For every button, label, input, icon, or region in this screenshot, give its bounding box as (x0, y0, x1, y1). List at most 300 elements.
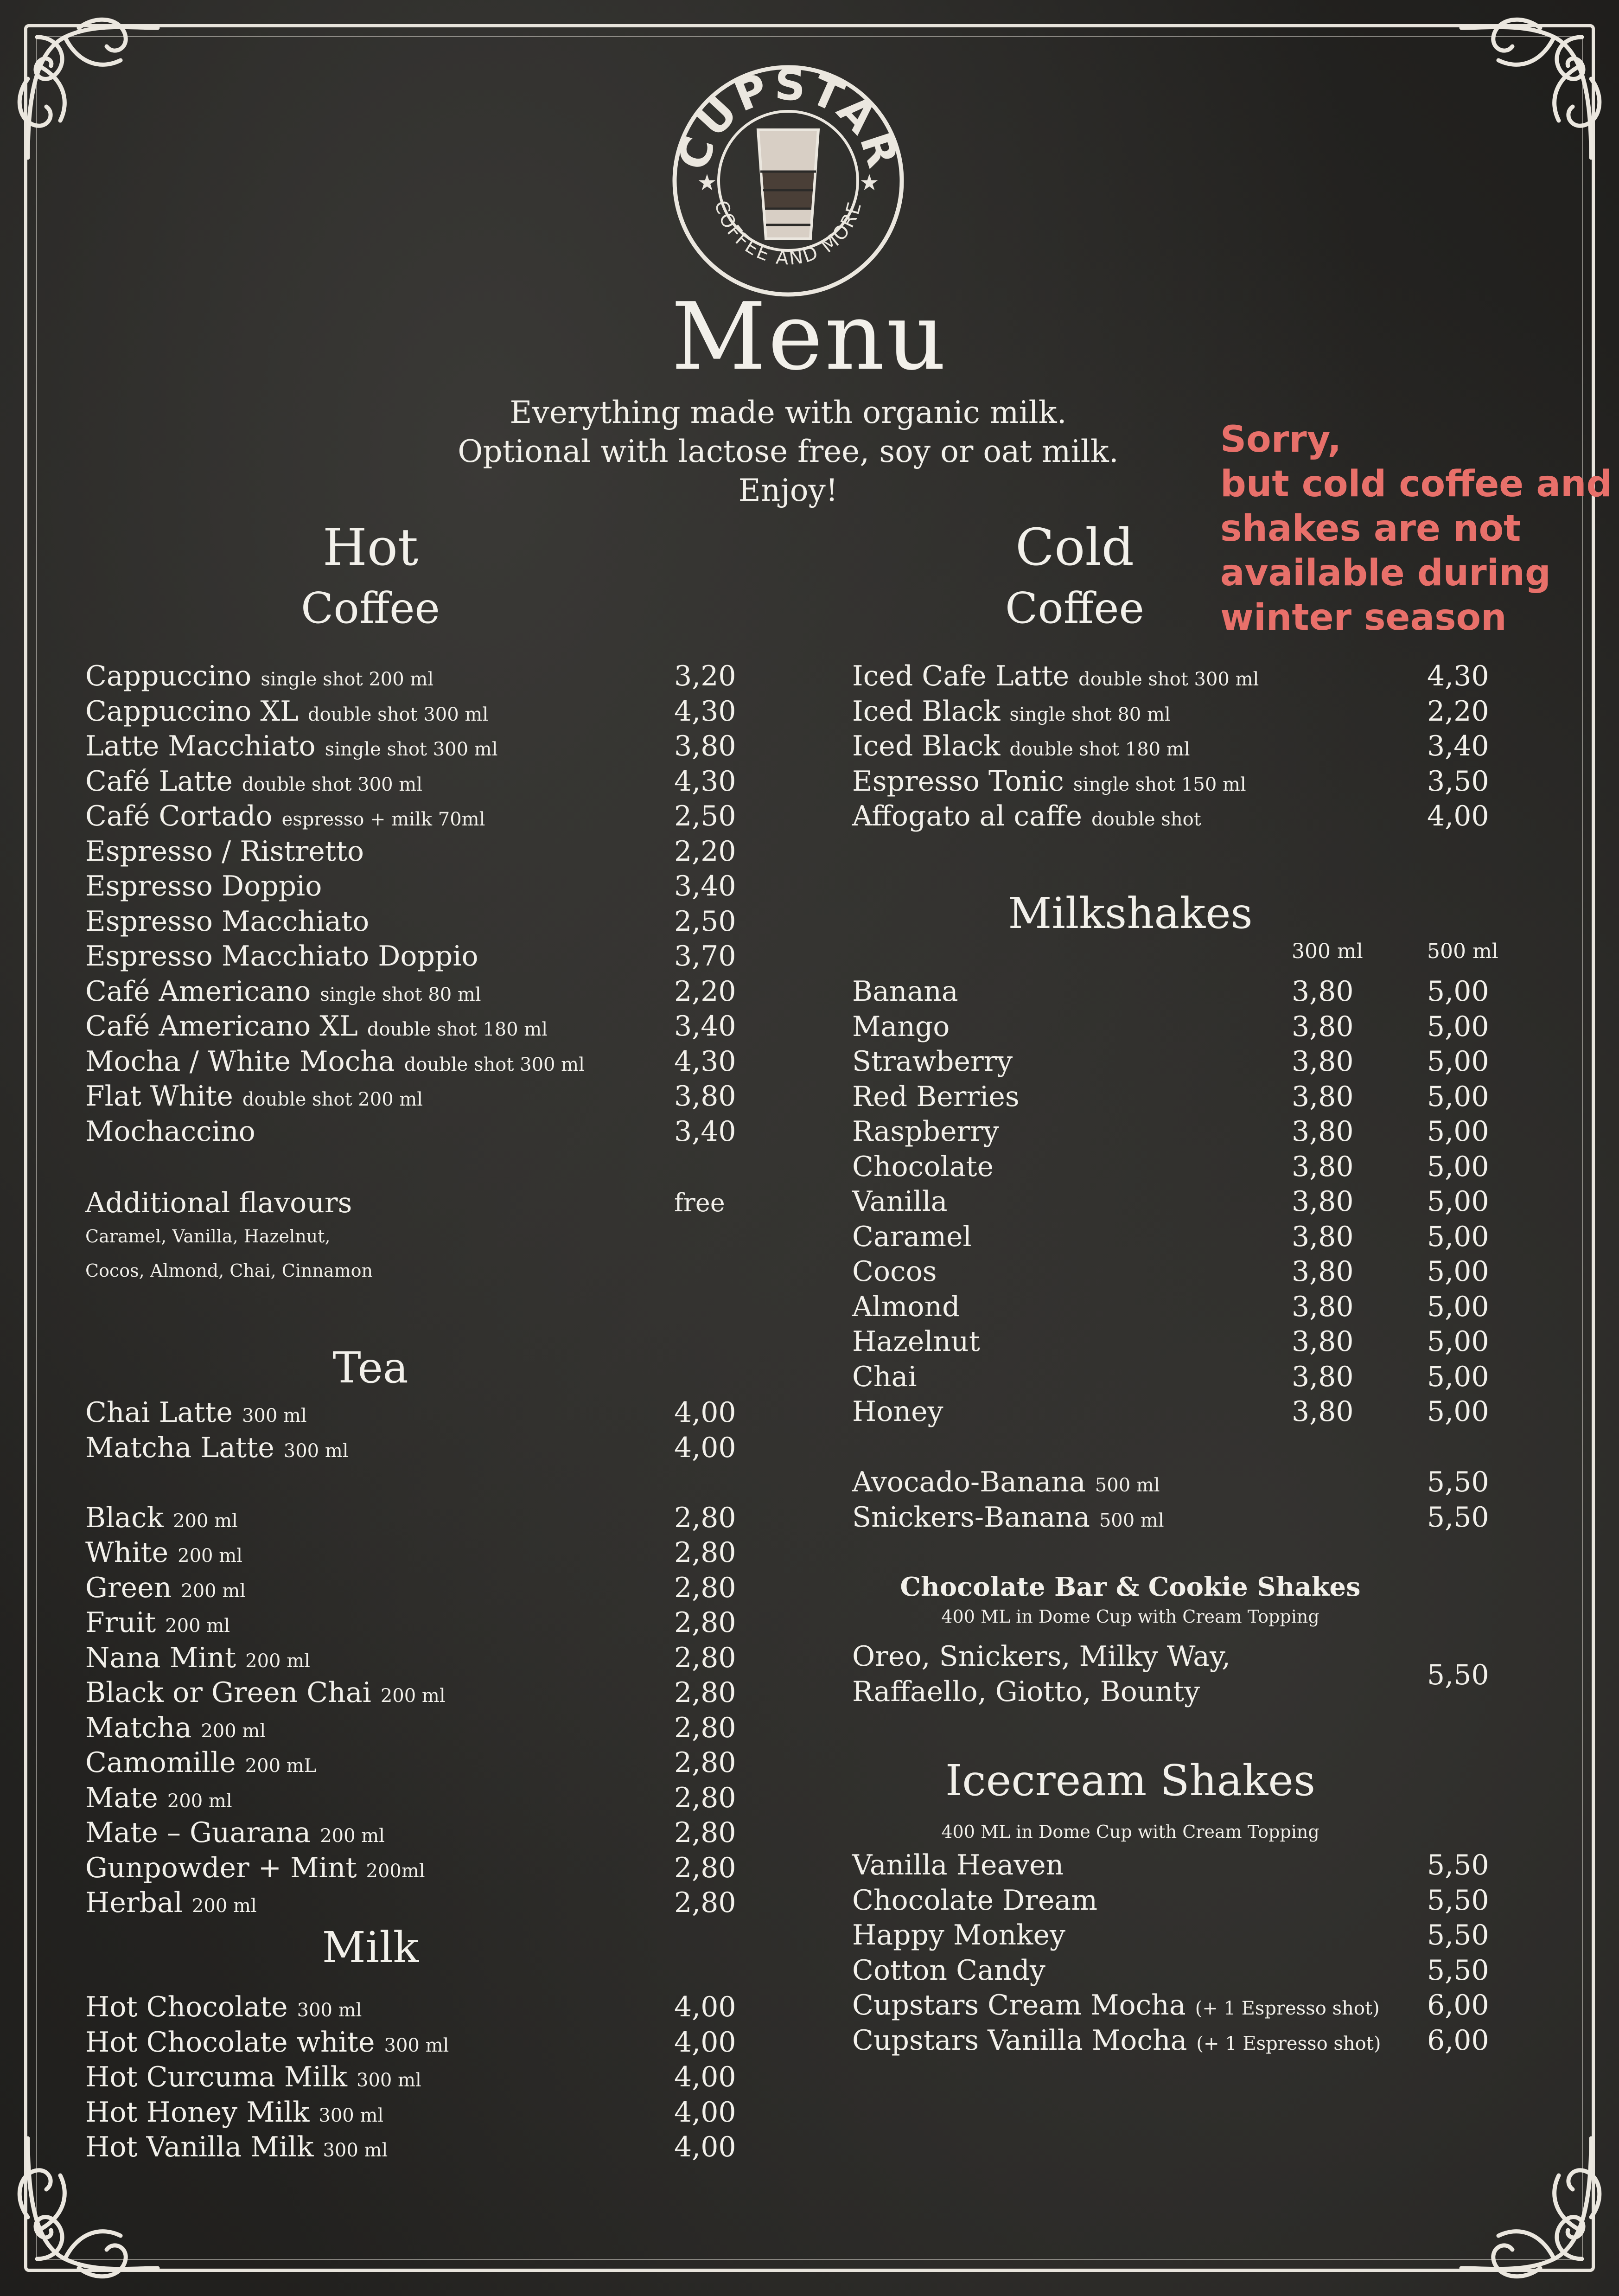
bar-shakes-line-text: Oreo, Snickers, Milky Way, (852, 1640, 1231, 1673)
flavours-list-line: Cocos, Almond, Chai, Cinnamon (85, 1260, 373, 1281)
menu-item (85, 1114, 744, 1149)
item-name: Mocha / White Mocha (85, 1045, 395, 1078)
item-name: Iced Black (852, 695, 1001, 728)
bar-shakes-line-text: Raffaello, Giotto, Bounty (852, 1676, 1200, 1708)
item-name: Nana Mint (85, 1641, 236, 1674)
item-note: 200 ml (380, 1685, 446, 1707)
item-name-group (85, 1114, 255, 1149)
item-name-group (852, 1953, 1045, 1988)
item-note: 200 ml (178, 1545, 242, 1567)
item-price-small: 3,80 (1292, 1080, 1354, 1113)
item-note: single shot 200 ml (261, 669, 434, 690)
item-name: Mango (852, 1010, 950, 1043)
menu-item (852, 974, 1543, 1009)
item-name: Affogato al caffe (852, 800, 1083, 832)
item-name-group (85, 1815, 385, 1854)
item-name: Café Americano (85, 975, 311, 1008)
item-name: Mate (85, 1781, 158, 1814)
menu-item (85, 869, 744, 904)
menu-item (85, 1395, 744, 1430)
intro-line: Optional with lactose free, soy or oat milk. (458, 434, 1119, 469)
menu-item (852, 1219, 1543, 1254)
item-name-group (852, 729, 1190, 767)
item-price: 2,20 (1427, 695, 1489, 728)
item-name: Mochaccino (85, 1115, 255, 1148)
item-price: 2,80 (674, 1711, 736, 1744)
item-name-group (85, 2025, 449, 2063)
item-name: Matcha Latte (85, 1431, 274, 1464)
item-name-group (85, 1500, 238, 1539)
menu-item (852, 1500, 1543, 1535)
item-name: Chai (852, 1360, 917, 1393)
item-name: Vanilla (852, 1185, 948, 1218)
menu-item (85, 729, 744, 764)
icecream-heading: Icecream Shakes (945, 1756, 1316, 1805)
item-note: 300 ml (319, 2104, 384, 2126)
menu-item (852, 1289, 1543, 1324)
item-price: 3,40 (674, 1115, 736, 1148)
logo-brand: CUPSTAR (668, 59, 909, 176)
item-name: Hot Curcuma Milk (85, 2061, 348, 2093)
menu-item (85, 1815, 744, 1850)
item-name: Hazelnut (852, 1325, 980, 1358)
item-name: Cupstars Vanilla Mocha (852, 2024, 1187, 2057)
milk-heading: Milk (322, 1923, 419, 1972)
intro-line: Enjoy! (738, 473, 838, 508)
item-name-group (85, 834, 364, 869)
item-price-small: 3,80 (1292, 1010, 1354, 1043)
item-name: Espresso Macchiato Doppio (85, 940, 478, 972)
menu-item (85, 834, 744, 869)
item-name-group (852, 1848, 1064, 1883)
item-price-large: 5,00 (1427, 1325, 1489, 1358)
item-name: Cappuccino (85, 660, 252, 692)
notice-line: shakes are not (1220, 508, 1521, 550)
item-note: single shot 300 ml (325, 739, 498, 760)
item-name: Chocolate (852, 1150, 994, 1183)
icecream-sub: 400 ML in Dome Cup with Cream Topping (941, 1822, 1319, 1842)
flavours-price: free (674, 1188, 725, 1217)
item-name: Hot Chocolate (85, 1991, 288, 2023)
item-name: Espresso / Ristretto (85, 835, 364, 868)
item-note: (+ 1 Espresso shot) (1195, 1998, 1380, 2019)
item-price-large: 5,00 (1427, 1255, 1489, 1288)
menu-item (85, 1850, 744, 1886)
item-name-group (85, 799, 485, 837)
item-price: 3,40 (1427, 730, 1489, 762)
item-price: 5,50 (1427, 1501, 1489, 1534)
item-note: 200 ml (165, 1615, 230, 1637)
item-name-group (852, 1079, 1020, 1114)
menu-item (85, 2095, 744, 2130)
svg-text:★: ★ (697, 170, 717, 196)
item-note: 300 ml (283, 1440, 349, 1462)
item-name-group (85, 1535, 242, 1573)
menu-item (85, 1430, 744, 1465)
item-price-small: 3,80 (1292, 975, 1354, 1008)
item-name-group (852, 1254, 937, 1289)
item-price: 6,00 (1427, 2024, 1489, 2057)
item-note: double shot (1091, 809, 1201, 830)
item-price-large: 5,00 (1427, 1080, 1489, 1113)
item-price-small: 3,80 (1292, 1360, 1354, 1393)
menu-item (852, 1149, 1543, 1184)
flavours-list-line: Caramel, Vanilla, Hazelnut, (85, 1226, 331, 1247)
item-name-group (85, 1710, 266, 1749)
menu-item (85, 1989, 744, 2025)
item-name-group (85, 1395, 307, 1433)
menu-item (852, 1988, 1543, 2023)
item-name: Chai Latte (85, 1396, 233, 1429)
item-name-group (852, 659, 1259, 697)
menu-item (85, 764, 744, 799)
item-price: 4,30 (674, 765, 736, 798)
item-name-group (85, 1079, 423, 1117)
item-price: 2,80 (674, 1606, 736, 1639)
item-name-group (85, 1044, 585, 1082)
item-price: 3,50 (1427, 765, 1489, 798)
item-name-group (85, 694, 488, 732)
item-price: 2,80 (674, 1851, 736, 1884)
item-name-group (852, 2023, 1381, 2061)
item-name-group (852, 1289, 960, 1324)
item-price-small: 3,80 (1292, 1045, 1354, 1078)
item-price-large: 5,00 (1427, 1185, 1489, 1218)
item-price-large: 5,00 (1427, 1115, 1489, 1148)
item-note: double shot 300 ml (1078, 669, 1259, 690)
item-note: 300 ml (297, 2000, 362, 2021)
item-name: Fruit (85, 1606, 156, 1639)
item-name-group (85, 1605, 230, 1644)
item-name: Camomille (85, 1746, 236, 1779)
item-note: double shot 300 ml (307, 704, 489, 725)
menu-item (852, 1918, 1543, 1953)
item-name-group (85, 904, 369, 939)
menu-item (852, 729, 1543, 764)
notice-line: Sorry, (1220, 419, 1342, 460)
menu-item (85, 2059, 744, 2095)
item-note: 500 ml (1099, 1509, 1164, 1531)
item-name: Matcha (85, 1711, 192, 1744)
bar-shakes-heading: Chocolate Bar & Cookie Shakes (900, 1572, 1361, 1602)
item-name: Gunpowder + Mint (85, 1851, 357, 1884)
item-note: 200 ml (245, 1650, 310, 1672)
item-price: 4,00 (674, 1431, 736, 1464)
menu-item (852, 1009, 1543, 1044)
item-name-group (85, 1850, 425, 1889)
item-note: 200 ml (201, 1720, 266, 1742)
menu-item (85, 2025, 744, 2060)
item-note: 300 ml (242, 1405, 307, 1426)
item-name: Hot Chocolate white (85, 2026, 375, 2059)
item-name: White (85, 1536, 169, 1569)
menu-item (85, 1745, 744, 1780)
item-note: 200 ml (173, 1510, 238, 1532)
item-name-group (85, 1675, 446, 1714)
item-name: Flat White (85, 1080, 233, 1113)
item-note: single shot 80 ml (1009, 704, 1171, 725)
item-price-small: 3,80 (1292, 1325, 1354, 1358)
item-name-group (85, 939, 478, 974)
item-price: 5,50 (1427, 1884, 1489, 1917)
menu-item (85, 694, 744, 729)
item-name-group (852, 1988, 1380, 2026)
item-name-group (85, 1430, 349, 1469)
item-name-group (85, 1780, 232, 1819)
item-name: Café Cortado (85, 800, 273, 832)
item-name-group (85, 869, 322, 904)
item-name-group (85, 1570, 246, 1609)
logo-tagline: COFFEE AND MORE (710, 198, 867, 269)
item-price-small: 3,80 (1292, 1255, 1354, 1288)
item-price: 2,50 (674, 905, 736, 938)
item-note: 200 ml (167, 1790, 232, 1812)
item-price: 2,80 (674, 1571, 736, 1604)
item-price-large: 5,00 (1427, 1045, 1489, 1078)
item-name: Chocolate Dream (852, 1884, 1098, 1917)
item-price-small: 3,80 (1292, 1290, 1354, 1323)
item-name: Iced Cafe Latte (852, 660, 1070, 692)
item-price-small: 3,80 (1292, 1395, 1354, 1428)
item-note: double shot 300 ml (242, 774, 422, 795)
menu-item (852, 694, 1543, 729)
menu-item (852, 1044, 1543, 1079)
item-note: (+ 1 Espresso shot) (1196, 2033, 1381, 2054)
item-name: Hot Vanilla Milk (85, 2131, 314, 2163)
item-name-group (852, 1114, 999, 1149)
item-name: Black or Green Chai (85, 1676, 371, 1709)
item-note: single shot 80 ml (320, 984, 481, 1005)
item-name-group (85, 764, 422, 802)
item-name: Avocado-Banana (852, 1466, 1086, 1498)
tea-heading: Tea (332, 1343, 408, 1393)
item-name: Cappuccino XL (85, 695, 299, 728)
menu-item (85, 1675, 744, 1710)
item-name: Green (85, 1571, 172, 1604)
menu-item (85, 799, 744, 834)
size-large-header: 500 ml (1427, 940, 1498, 963)
item-price-large: 5,00 (1427, 1395, 1489, 1428)
menu-item (85, 974, 744, 1009)
menu-item (852, 799, 1543, 834)
menu-item (852, 1465, 1543, 1500)
item-price: 4,00 (674, 2061, 736, 2093)
menu-item (85, 1500, 744, 1535)
menu-item (852, 1324, 1543, 1359)
item-name-group (852, 1883, 1097, 1918)
menu-item (852, 1394, 1543, 1429)
menu-item (852, 1848, 1543, 1883)
item-price-large: 5,00 (1427, 1360, 1489, 1393)
item-name-group (852, 1219, 972, 1254)
item-price-large: 5,00 (1427, 1150, 1489, 1183)
item-price: 2,80 (674, 1536, 736, 1569)
item-price-large: 5,00 (1427, 1290, 1489, 1323)
item-price: 4,00 (1427, 800, 1489, 832)
item-name: Vanilla Heaven (852, 1849, 1064, 1881)
item-note: 300 ml (323, 2140, 388, 2161)
item-name: Honey (852, 1395, 943, 1428)
menu-item (85, 904, 744, 939)
menu-item (85, 1605, 744, 1640)
item-name: Latte Macchiato (85, 730, 316, 762)
hot-subheading: Coffee (300, 583, 440, 633)
item-price: 4,00 (674, 2131, 736, 2163)
menu-item (852, 1254, 1543, 1289)
item-price: 4,30 (1427, 660, 1489, 692)
menu-item (852, 1883, 1543, 1918)
item-name-group (852, 764, 1246, 802)
intro-line: Everything made with organic milk. (510, 395, 1067, 430)
item-price: 2,80 (674, 1641, 736, 1674)
left-column (85, 0, 744, 2296)
item-name-group (852, 1009, 950, 1044)
menu-item (85, 1079, 744, 1114)
item-price: 2,20 (674, 975, 736, 1008)
item-price: 4,30 (674, 1045, 736, 1078)
item-note: 200ml (366, 1860, 425, 1882)
item-price: 6,00 (1427, 1989, 1489, 2021)
item-name-group (852, 1324, 980, 1359)
item-name-group (85, 974, 481, 1012)
item-note: single shot 150 ml (1073, 774, 1246, 795)
item-price: 4,30 (674, 695, 736, 728)
item-price: 2,20 (674, 835, 736, 868)
item-price: 5,50 (1427, 1954, 1489, 1987)
item-name-group (85, 2130, 388, 2168)
item-price: 2,80 (674, 1746, 736, 1779)
item-note: espresso + milk 70ml (281, 809, 485, 830)
item-name-group (85, 1885, 257, 1924)
item-name: Banana (852, 975, 958, 1008)
item-note: double shot 180 ml (367, 1019, 548, 1040)
item-price: 5,50 (1427, 1849, 1489, 1881)
item-name: Espresso Macchiato (85, 905, 370, 938)
item-note: double shot 180 ml (1009, 739, 1190, 760)
item-note: 300 ml (384, 2034, 449, 2056)
menu-item (85, 1044, 744, 1079)
cold-heading: Cold (1015, 518, 1134, 577)
item-note: 200 mL (245, 1755, 317, 1777)
item-name-group (85, 1640, 310, 1679)
item-name-group (85, 2095, 383, 2133)
item-name-group (852, 1359, 917, 1394)
item-name-group (852, 1149, 994, 1184)
bar-shakes-price: 5,50 (1427, 1659, 1489, 1691)
notice-line: winter season (1220, 597, 1507, 639)
item-price-large: 5,00 (1427, 1220, 1489, 1253)
item-price-small: 3,80 (1292, 1220, 1354, 1253)
item-name-group (852, 1044, 1013, 1079)
item-price: 3,20 (674, 660, 736, 692)
item-price-small: 3,80 (1292, 1115, 1354, 1148)
menu-item (85, 1535, 744, 1570)
item-name: Café Americano XL (85, 1010, 358, 1042)
menu-item (85, 2130, 744, 2165)
cold-subheading: Coffee (1005, 583, 1145, 633)
hot-heading: Hot (322, 518, 419, 577)
item-name-group (85, 1009, 548, 1047)
item-price-small: 3,80 (1292, 1150, 1354, 1183)
item-price: 2,80 (674, 1501, 736, 1534)
item-name: Raspberry (852, 1115, 999, 1148)
item-price: 3,40 (674, 870, 736, 902)
item-note: double shot 300 ml (404, 1054, 585, 1075)
flavours-row (85, 1185, 744, 1221)
size-small-header: 300 ml (1292, 940, 1363, 963)
item-name: Espresso Doppio (85, 870, 322, 902)
item-note: 200 ml (191, 1895, 257, 1917)
item-name-group (85, 1745, 316, 1784)
menu-item (852, 659, 1543, 694)
item-name-group (85, 729, 497, 767)
item-note: 200 ml (320, 1825, 385, 1847)
milkshakes-heading: Milkshakes (1008, 889, 1253, 938)
flavours-label: Additional flavours (85, 1187, 352, 1219)
item-price-large: 5,00 (1427, 975, 1489, 1008)
item-price: 2,80 (674, 1676, 736, 1709)
menu-item (85, 1885, 744, 1920)
item-name: Herbal (85, 1887, 183, 1919)
notice-line: available during (1220, 552, 1551, 594)
item-name: Espresso Tonic (852, 765, 1064, 798)
item-price: 3,80 (674, 730, 736, 762)
item-name: Hot Honey Milk (85, 2096, 310, 2129)
item-name-group (85, 1989, 362, 2028)
item-name: Cocos (852, 1255, 937, 1288)
item-name-group (852, 799, 1201, 837)
menu-item (852, 2023, 1543, 2058)
item-price: 4,00 (674, 2096, 736, 2129)
menu-item (852, 1359, 1543, 1394)
item-price: 2,80 (674, 1887, 736, 1919)
item-note: double shot 200 ml (242, 1089, 423, 1110)
menu-item (85, 939, 744, 974)
item-name: Cotton Candy (852, 1954, 1045, 1987)
item-name-group (852, 1184, 948, 1219)
item-price: 3,80 (674, 1080, 736, 1113)
bar-shakes-price-row (852, 1657, 1543, 1693)
item-name: Cupstars Cream Mocha (852, 1989, 1186, 2021)
svg-text:★: ★ (859, 170, 880, 196)
item-price-small: 3,80 (1292, 1185, 1354, 1218)
item-price: 2,50 (674, 800, 736, 832)
item-price: 4,00 (674, 2026, 736, 2059)
item-name-group (852, 974, 958, 1009)
item-name-group (85, 659, 433, 697)
item-name-group (852, 1394, 943, 1429)
item-name-group (852, 1918, 1065, 1953)
item-price: 4,00 (674, 1396, 736, 1429)
menu-item (85, 1780, 744, 1816)
item-name-group (852, 1500, 1164, 1538)
menu-item (852, 1114, 1543, 1149)
item-note: 500 ml (1095, 1475, 1160, 1496)
item-name: Black (85, 1501, 164, 1534)
menu-item (85, 1570, 744, 1605)
menu-item (85, 659, 744, 694)
menu-item (852, 1953, 1543, 1988)
item-name: Strawberry (852, 1045, 1013, 1078)
page-title: Menu (671, 283, 948, 391)
item-name: Café Latte (85, 765, 233, 798)
right-column (852, 0, 1543, 2296)
item-price: 4,00 (674, 1991, 736, 2023)
menu-item (852, 764, 1543, 799)
item-note: 300 ml (357, 2070, 421, 2091)
bar-shakes-sub: 400 ML in Dome Cup with Cream Topping (941, 1606, 1319, 1627)
item-name: Caramel (852, 1220, 972, 1253)
